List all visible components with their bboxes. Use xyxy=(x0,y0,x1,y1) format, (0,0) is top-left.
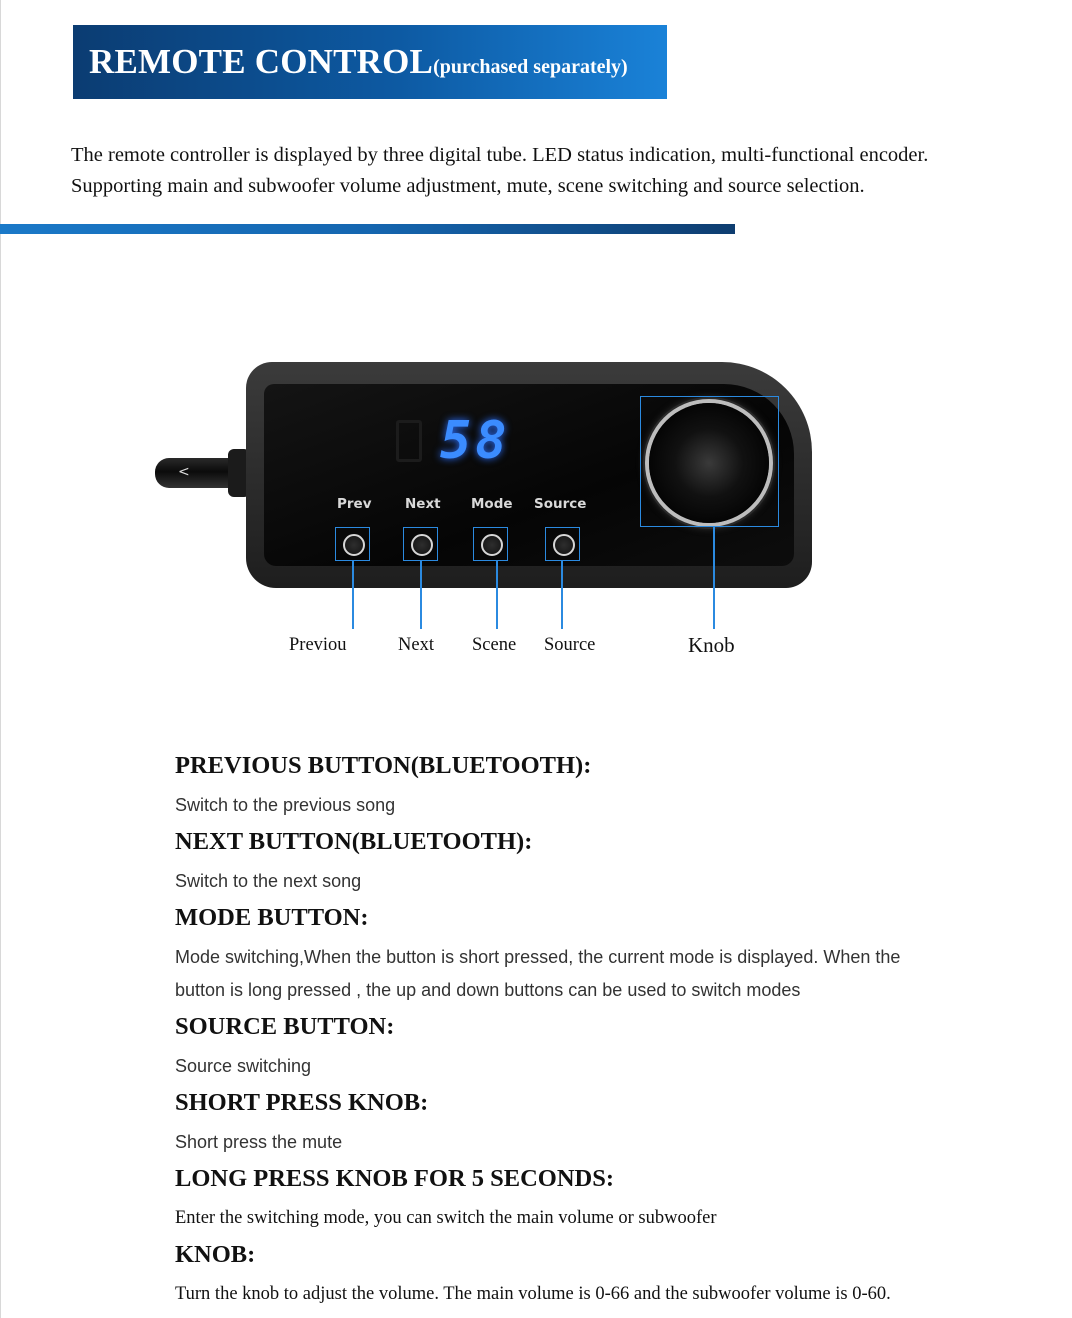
callout-knob: Knob xyxy=(688,633,735,657)
mode-button-circle-icon xyxy=(481,534,503,556)
page-subtitle: (purchased separately) xyxy=(433,55,628,78)
callout-previous: Previou xyxy=(289,635,347,655)
section-text: Turn the knob to adjust the volume. The main volume is 0-66 and the subwoofer volume is 0-60. xyxy=(175,1284,891,1304)
intro-line-1: The remote controller is displayed by three digital tube. LED status indication, multi-functional encoder. xyxy=(71,144,929,166)
device-label-mode: Mode xyxy=(471,496,513,512)
prev-button[interactable] xyxy=(335,527,370,561)
section-heading: PREVIOUS BUTTON(BLUETOOTH): xyxy=(175,752,592,779)
section-text: Switch to the next song xyxy=(175,871,362,891)
section-text: Enter the switching mode, you can switch the main volume or subwoofer xyxy=(175,1208,717,1228)
callout-scene: Scene xyxy=(472,635,517,655)
intro-paragraph xyxy=(71,140,1051,202)
leader-line-next xyxy=(420,561,422,629)
section-heading: LONG PRESS KNOB FOR 5 SECONDS: xyxy=(175,1165,615,1192)
source-button-circle-icon xyxy=(553,534,575,556)
next-button-circle-icon xyxy=(411,534,433,556)
leader-line-knob xyxy=(713,527,715,629)
device-label-next: Next xyxy=(405,496,441,512)
knob-highlight-box xyxy=(640,396,779,527)
page-edge xyxy=(0,0,1,1318)
mode-button[interactable] xyxy=(473,527,508,561)
callout-source: Source xyxy=(544,635,596,655)
next-button[interactable] xyxy=(403,527,438,561)
section-heading: MODE BUTTON: xyxy=(175,904,369,931)
led-digit-off xyxy=(396,420,422,462)
led-display: 58 xyxy=(440,411,511,471)
device-label-prev: Prev xyxy=(337,496,372,512)
leader-line-source xyxy=(561,561,563,629)
leader-line-mode xyxy=(496,561,498,629)
prev-button-circle-icon xyxy=(343,534,365,556)
source-button[interactable] xyxy=(545,527,580,561)
section-heading: SHORT PRESS KNOB: xyxy=(175,1089,429,1116)
title-banner xyxy=(73,25,667,99)
section-text: Short press the mute xyxy=(175,1132,343,1152)
section-heading: NEXT BUTTON(BLUETOOTH): xyxy=(175,828,533,855)
leader-line-prev xyxy=(352,561,354,629)
section-text: Source switching xyxy=(175,1056,312,1076)
divider-bar xyxy=(0,224,735,234)
device-label-source: Source xyxy=(534,496,587,512)
callout-next: Next xyxy=(398,635,434,655)
page-title: REMOTE CONTROL xyxy=(89,42,434,81)
intro-line-2: Supporting main and subwoofer volume adjustment, mute, scene switching and source selection. xyxy=(71,175,865,197)
cable-arrow-icon: < xyxy=(178,464,190,480)
section-heading: SOURCE BUTTON: xyxy=(175,1013,395,1040)
section-text: Mode switching,When the button is short pressed, the current mode is displayed. When the button is long pressed , the up and down buttons can be used to switch modes xyxy=(175,947,901,1000)
section-text: Switch to the previous song xyxy=(175,795,396,815)
section-heading: KNOB: xyxy=(175,1241,256,1268)
